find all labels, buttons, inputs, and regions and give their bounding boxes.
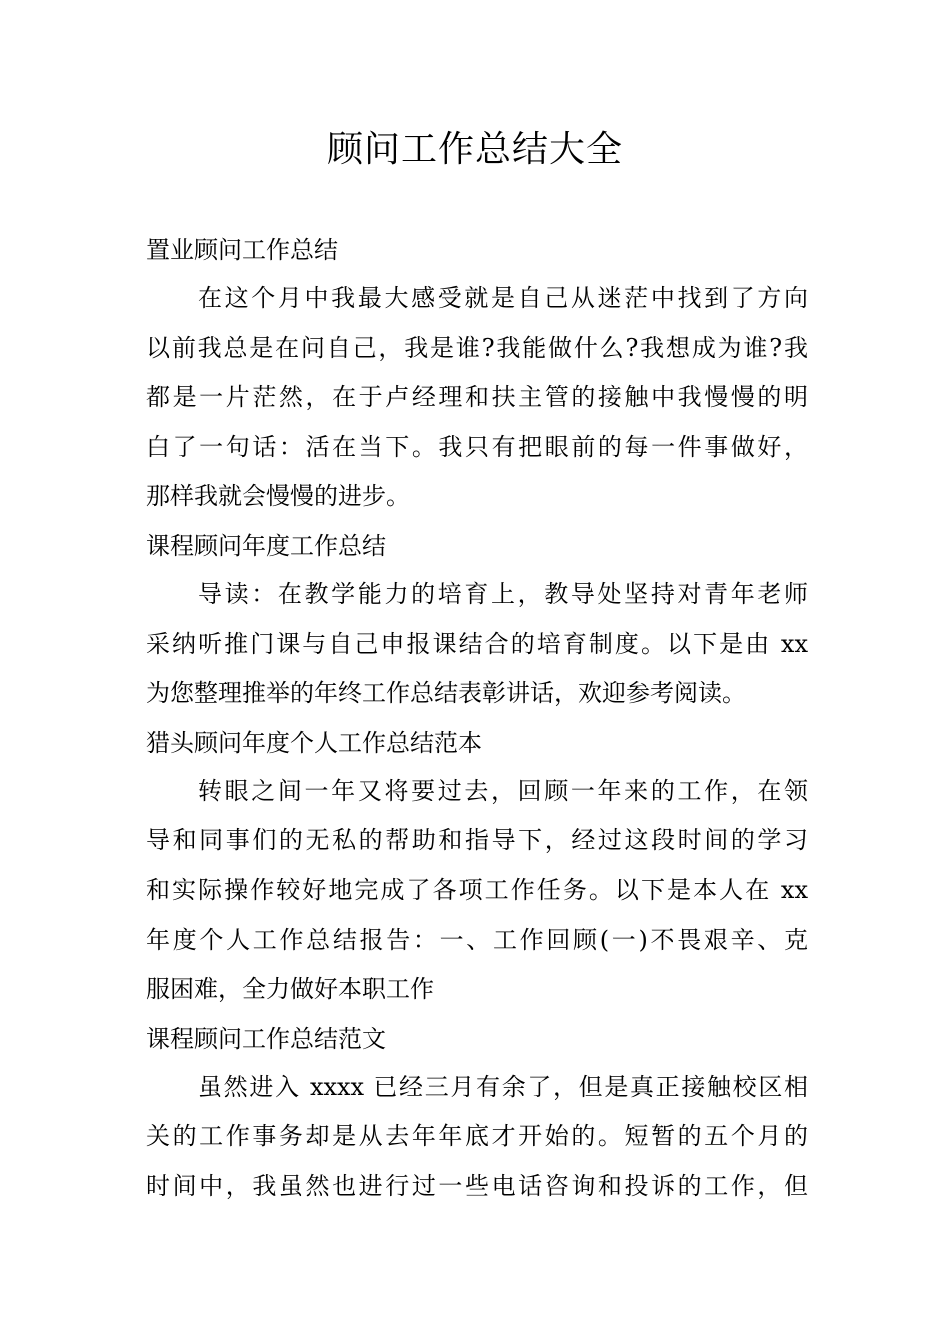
section-heading: 置业顾问工作总结 (146, 236, 338, 264)
section-course-consultant-annual (146, 522, 808, 719)
paragraph-line: 白了一句话：活在当下。我只有把眼前的每一件事做好， (146, 432, 808, 461)
paragraph-line: 导读：在教学能力的培育上，教导处坚持对青年老师 (198, 579, 808, 608)
section-course-consultant-sample (146, 1015, 808, 1212)
paragraph-line: 时间中，我虽然也进行过一些电话咨询和投诉的工作，但 (146, 1171, 808, 1200)
paragraph-line: 采纳听推门课与自己申报课结合的培育制度。以下是由 xx (146, 629, 808, 658)
paragraph-line: 在这个月中我最大感受就是自己从迷茫中找到了方向 (198, 284, 808, 312)
document-body (146, 226, 808, 1212)
paragraph-line: 转眼之间一年又将要过去，回顾一年来的工作，在领 (198, 776, 808, 805)
section-headhunter-consultant (146, 719, 808, 1015)
paragraph-line: 虽然进入 xxxx 已经三月有余了，但是真正接触校区相 (198, 1072, 808, 1101)
section-paragraph (146, 274, 808, 522)
section-paragraph (146, 1063, 808, 1212)
paragraph-line: 年度个人工作总结报告：一、工作回顾(一)不畏艰辛、克 (146, 925, 808, 954)
section-paragraph (146, 570, 808, 719)
paragraph-line: 服困难，全力做好本职工作 (146, 975, 434, 1004)
document-title: 顾问工作总结大全 (326, 129, 623, 170)
section-heading: 课程顾问年度工作总结 (146, 531, 386, 560)
paragraph-line: 和实际操作较好地完成了各项工作任务。以下是本人在 xx (146, 875, 808, 904)
paragraph-line: 为您整理推举的年终工作总结表彰讲话，欢迎参考阅读。 (146, 679, 746, 708)
section-paragraph (146, 767, 808, 1015)
paragraph-line: 都是一片茫然，在于卢经理和扶主管的接触中我慢慢的明 (146, 383, 808, 412)
paragraph-line: 导和同事们的无私的帮助和指导下，经过这段时间的学习 (146, 826, 808, 855)
paragraph-line: 关的工作事务却是从去年年底才开始的。短暂的五个月的 (146, 1122, 808, 1151)
paragraph-line: 以前我总是在问自己，我是谁?我能做什么?我想成为谁?我 (146, 333, 808, 362)
section-heading: 课程顾问工作总结范文 (146, 1024, 386, 1053)
section-property-consultant (146, 226, 808, 522)
section-heading: 猎头顾问年度个人工作总结范本 (146, 728, 482, 757)
paragraph-line: 那样我就会慢慢的进步。 (146, 482, 410, 511)
